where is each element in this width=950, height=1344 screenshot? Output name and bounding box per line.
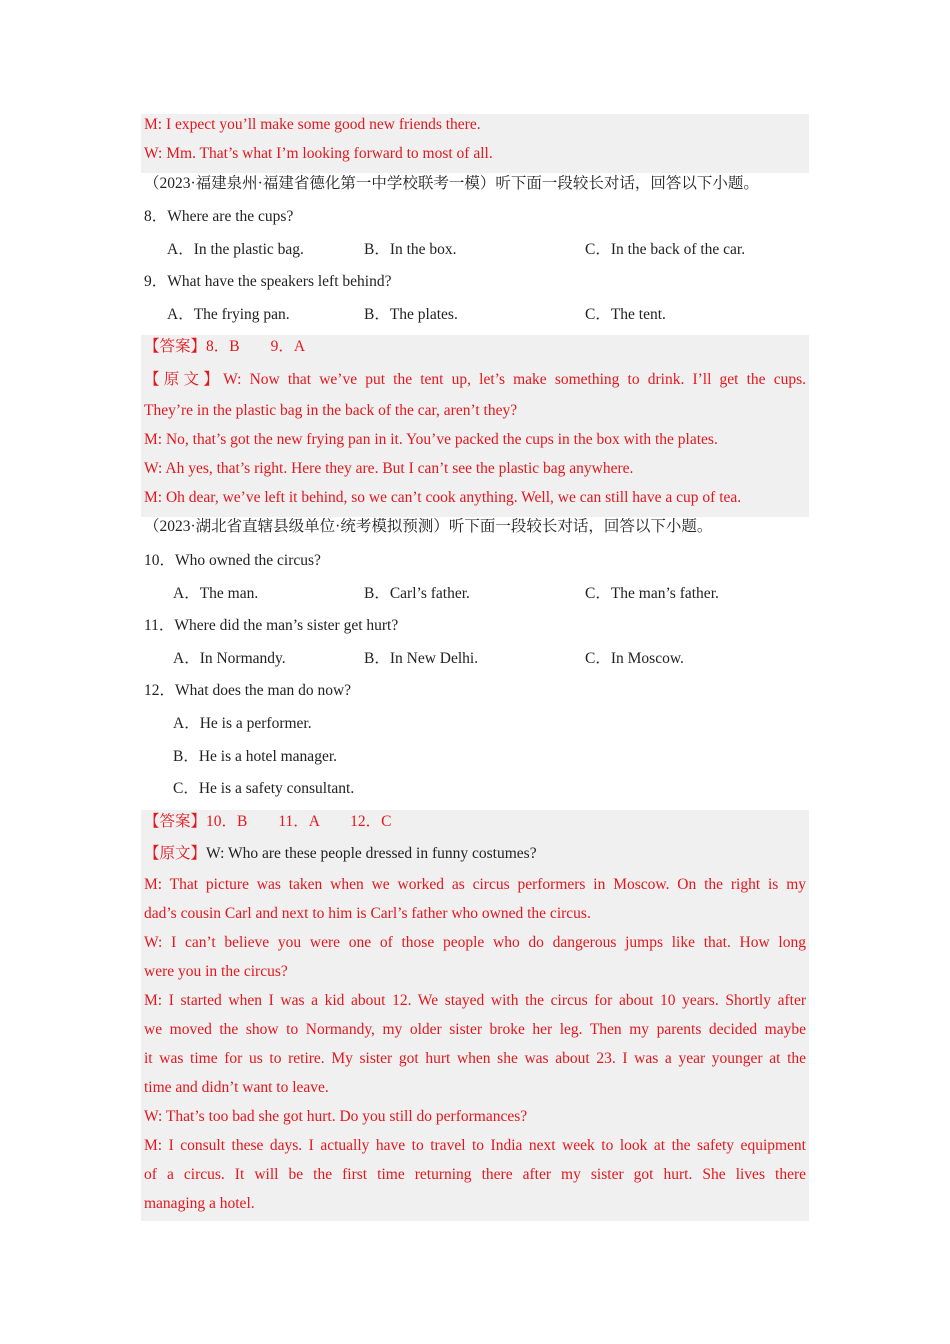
- transcript-line: 【原文】W: Now that we’ve put the tent up, let’s make something to drink. I’ll get the cups.: [144, 371, 806, 388]
- question-9-option-a: A．The frying pan.: [167, 306, 290, 323]
- question-12-option-a: A．He is a performer.: [173, 715, 312, 732]
- answer-tag: 【答案】: [144, 338, 207, 355]
- transcript-line: M: That picture was taken when we worked as circus performers in Moscow. On the right is my: [144, 876, 806, 893]
- question-12-option-c: C．He is a safety consultant.: [173, 780, 355, 797]
- answer-block-2-shade: [141, 810, 809, 1221]
- transcript-line: W: That’s too bad she got hurt. Do you still do performances?: [144, 1108, 528, 1125]
- question-11-option-c: C．In Moscow.: [585, 650, 684, 667]
- transcript-line: it was time for us to retire. My sister got hurt when she was about 23. I was a year younger at the: [144, 1050, 806, 1067]
- dialogue-line: W: Mm. That’s what I’m looking forward to most of all.: [144, 145, 493, 162]
- transcript-line: W: Ah yes, that’s right. Here they are. But I can’t see the plastic bag anywhere.: [144, 460, 634, 477]
- transcript-tag: 【原文】: [144, 371, 224, 388]
- question-12-option-b: B．He is a hotel manager.: [173, 748, 337, 765]
- dialogue-line: M: I expect you’ll make some good new friends there.: [144, 116, 481, 133]
- question-8-option-b: B．In the box.: [364, 241, 457, 258]
- transcript-line: W: I can’t believe you were one of those people who do dangerous jumps like that. How long: [144, 934, 806, 951]
- question-11-stem: 11．Where did the man’s sister get hurt?: [144, 617, 399, 634]
- question-11-option-a: A．In Normandy.: [173, 650, 286, 667]
- question-9-stem: 9．What have the speakers left behind?: [144, 273, 392, 290]
- transcript-line: we moved the show to Normandy, my older sister broke her leg. Then my parents decided maybe: [144, 1021, 806, 1038]
- transcript-line: were you in the circus?: [144, 963, 288, 980]
- transcript-line: M: I consult these days. I actually have to travel to India next week to look at the safety equipment: [144, 1137, 806, 1154]
- section-source: （2023·湖北省直辖县级单位·统考模拟预测）听下面一段较长对话，回答以下小题。: [144, 518, 713, 535]
- question-12-stem: 12．What does the man do now?: [144, 682, 352, 699]
- answer-values: 10．B 11．A 12．C: [206, 813, 392, 830]
- question-10-option-a: A．The man.: [173, 585, 259, 602]
- question-8-option-c: C．In the back of the car.: [585, 241, 746, 258]
- transcript-line: of a circus. It will be the first time returning there after my sister got hurt. She lives there: [144, 1166, 806, 1183]
- answer-values: 8．B 9．A: [206, 338, 306, 355]
- transcript-line: They’re in the plastic bag in the back of the car, aren’t they?: [144, 402, 518, 419]
- question-8-option-a: A．In the plastic bag.: [167, 241, 304, 258]
- transcript-line: managing a hotel.: [144, 1195, 255, 1212]
- transcript-line: M: I started when I was a kid about 12. We stayed with the circus for about 10 years. Shortly after: [144, 992, 806, 1009]
- transcript-line: time and didn’t want to leave.: [144, 1079, 329, 1096]
- transcript-line: dad’s cousin Carl and next to him is Carl’s father who owned the circus.: [144, 905, 591, 922]
- section-source: （2023·福建泉州·福建省德化第一中学校联考一模）听下面一段较长对话，回答以下小题。: [144, 175, 759, 192]
- question-8-stem: 8．Where are the cups?: [144, 208, 294, 225]
- question-9-option-b: B．The plates.: [364, 306, 458, 323]
- answer-key: [144, 337, 305, 357]
- transcript-line: M: Oh dear, we’ve left it behind, so we can’t cook anything. Well, we can still have a cup of tea.: [144, 489, 742, 506]
- question-10-stem: 10．Who owned the circus?: [144, 552, 321, 569]
- transcript-line: M: No, that’s got the new frying pan in it. You’ve packed the cups in the box with the plates.: [144, 431, 718, 448]
- question-11-option-b: B．In New Delhi.: [364, 650, 479, 667]
- transcript-tag: 【原文】: [144, 845, 207, 862]
- question-9-option-c: C．The tent.: [585, 306, 666, 323]
- answer-tag: 【答案】: [144, 813, 207, 830]
- transcript-line: 【原文】W: Who are these people dressed in funny costumes?: [144, 845, 537, 862]
- question-10-option-c: C．The man’s father.: [585, 585, 719, 602]
- answer-key: [144, 812, 391, 832]
- question-10-option-b: B．Carl’s father.: [364, 585, 470, 602]
